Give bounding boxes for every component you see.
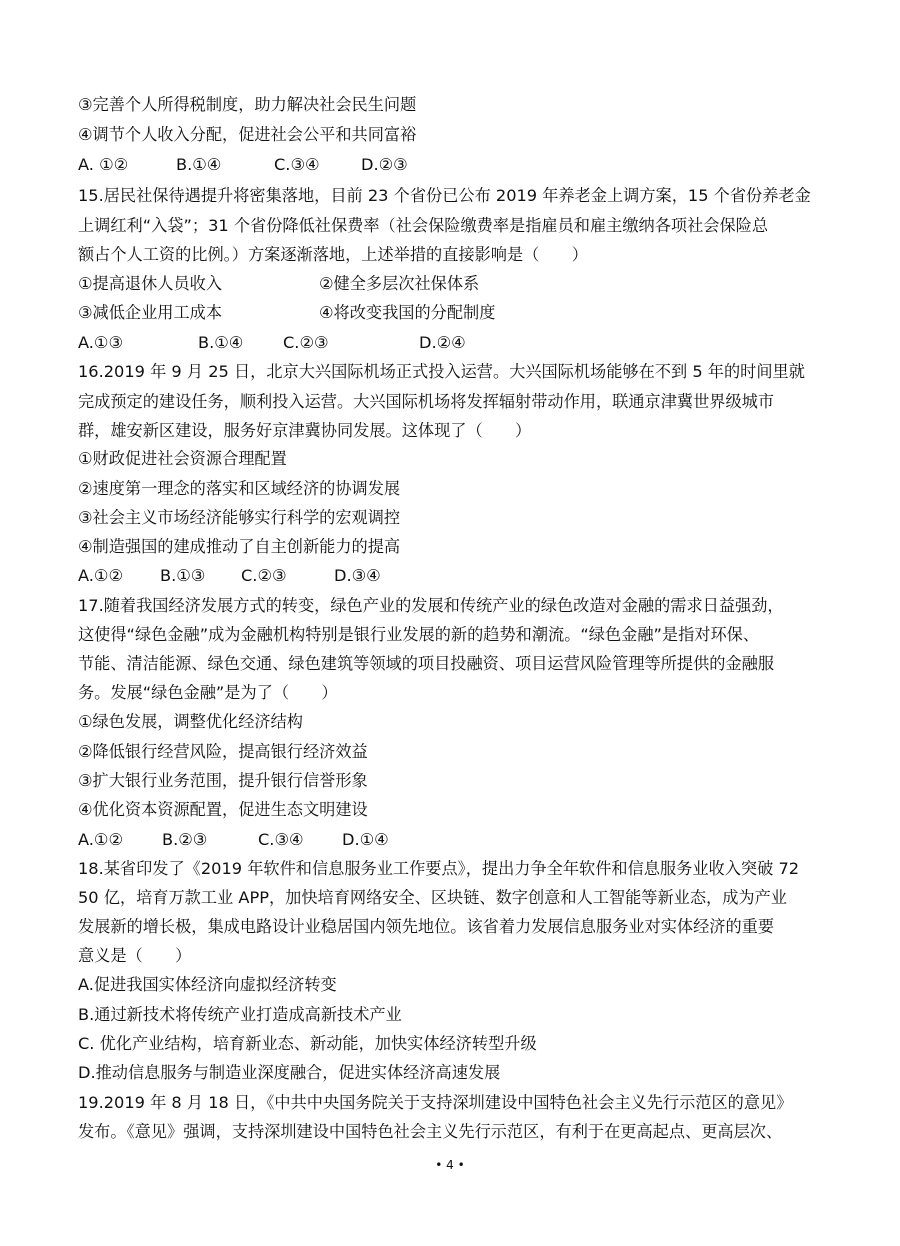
q15-statement-2: ②健全多层次社保体系 xyxy=(319,274,480,293)
q18-option-a[interactable]: A.促进我国实体经济向虚拟经济转变 xyxy=(78,975,337,994)
q19-stem-line-1: 19.2019 年 8 月 18 日，《中共中央国务院关于支持深圳建设中国特色社会主义先行示范区的意见》 xyxy=(78,1093,793,1112)
q18-option-b[interactable]: B.通过新技术将传统产业打造成高新技术产业 xyxy=(78,1005,402,1024)
q16-option-a[interactable]: A.①② xyxy=(78,566,123,585)
q15-stem-line-1: 15.居民社保待遇提升将密集落地，目前 23 个省份已公布 2019 年养老金上调方案，15 个省份养老金 xyxy=(78,186,811,205)
q14-option-a[interactable]: A. ①② xyxy=(78,155,129,174)
q17-statement-4: ④优化资本资源配置，促进生态文明建设 xyxy=(78,800,368,819)
q16-stem-line-3: 群，雄安新区建设，服务好京津冀协同发展。这体现了（ ） xyxy=(78,421,532,440)
q18-stem-line-1: 18.某省印发了《2019 年软件和信息服务业工作要点》，提出力争全年软件和信息服务业收入突破 72 xyxy=(78,859,800,878)
q16-statement-4: ④制造强国的建成推动了自主创新能力的提高 xyxy=(78,537,401,556)
q17-stem-line-4: 务。发展“绿色金融”是为了（ ） xyxy=(78,683,338,702)
q16-stem-line-1: 16.2019 年 9 月 25 日，北京大兴国际机场正式投入运营。大兴国际机场能够在不到 5 年的时间里就 xyxy=(78,362,805,381)
q15-stem-line-3: 额占个人工资的比例。）方案逐渐落地，上述举措的直接影响是（ ） xyxy=(78,245,588,264)
q18-stem-line-3: 发展新的增长极，集成电路设计业稳居国内领先地位。该省着力发展信息服务业对实体经济的重要 xyxy=(78,917,775,936)
q17-option-a[interactable]: A.①② xyxy=(78,830,123,849)
q17-option-d[interactable]: D.①④ xyxy=(342,830,389,849)
q18-option-d[interactable]: D.推动信息服务与制造业深度融合，促进实体经济高速发展 xyxy=(78,1063,501,1082)
q16-statement-1: ①财政促进社会资源合理配置 xyxy=(78,449,287,468)
q15-statement-3: ③减低企业用工成本 xyxy=(78,303,223,322)
q15-option-c[interactable]: C.②③ xyxy=(283,333,329,352)
q14-statement-3: ③完善个人所得税制度，助力解决社会民生问题 xyxy=(78,95,417,114)
q14-option-d[interactable]: D.②③ xyxy=(361,155,408,174)
q16-statement-3: ③社会主义市场经济能够实行科学的宏观调控 xyxy=(78,508,401,527)
q19-stem-line-2: 发布。《意见》强调，支持深圳建设中国特色社会主义先行示范区，有利于在更高起点、更高层次、 xyxy=(78,1122,783,1141)
page-number: • 4 • xyxy=(435,1158,465,1172)
q17-option-c[interactable]: C.③④ xyxy=(258,830,304,849)
q15-option-a[interactable]: A.①③ xyxy=(78,333,123,352)
q18-stem-line-4: 意义是（ ） xyxy=(78,946,192,965)
q15-option-b[interactable]: B.①④ xyxy=(198,333,244,352)
q15-stem-line-2: 上调红利“入袋”；31 个省份降低社保费率（社会保险缴费率是指雇员和雇主缴纳各项社会保险总 xyxy=(78,216,769,235)
q18-option-c[interactable]: C. 优化产业结构，培育新业态、新动能，加快实体经济转型升级 xyxy=(78,1034,537,1053)
q17-stem-line-1: 17.随着我国经济发展方式的转变，绿色产业的发展和传统产业的绿色改造对金融的需求日益强劲， xyxy=(78,596,784,615)
q15-statement-4: ④将改变我国的分配制度 xyxy=(319,303,496,322)
q17-statement-3: ③扩大银行业务范围，提升银行信誉形象 xyxy=(78,771,368,790)
q17-statement-2: ②降低银行经营风险，提高银行经济效益 xyxy=(78,742,368,761)
q18-stem-line-2: 50 亿，培育万款工业 APP，加快培育网络安全、区块链、数字创意和人工智能等新业态，成为产业 xyxy=(78,888,787,907)
q16-stem-line-2: 完成预定的建设任务，顺利投入运营。大兴国际机场将发挥辐射带动作用，联通京津冀世界级城市 xyxy=(78,392,775,411)
q17-option-b[interactable]: B.②③ xyxy=(162,830,208,849)
q16-option-d[interactable]: D.③④ xyxy=(334,566,381,585)
q17-stem-line-2: 这使得“绿色金融”成为金融机构特别是银行业发展的新的趋势和潮流。“绿色金融”是指对环保、 xyxy=(78,625,760,644)
q14-option-c[interactable]: C.③④ xyxy=(274,155,320,174)
q16-option-c[interactable]: C.②③ xyxy=(241,566,287,585)
q16-statement-2: ②速度第一理念的落实和区域经济的协调发展 xyxy=(78,479,401,498)
q15-statement-1: ①提高退休人员收入 xyxy=(78,274,223,293)
q17-stem-line-3: 节能、清洁能源、绿色交通、绿色建筑等领域的项目投融资、项目运营风险管理等所提供的金融服 xyxy=(78,654,775,673)
q14-option-b[interactable]: B.①④ xyxy=(176,155,222,174)
q14-statement-4: ④调节个人收入分配，促进社会公平和共同富裕 xyxy=(78,125,417,144)
q17-statement-1: ①绿色发展，调整优化经济结构 xyxy=(78,712,303,731)
q15-option-d[interactable]: D.②④ xyxy=(419,333,466,352)
q16-option-b[interactable]: B.①③ xyxy=(160,566,206,585)
